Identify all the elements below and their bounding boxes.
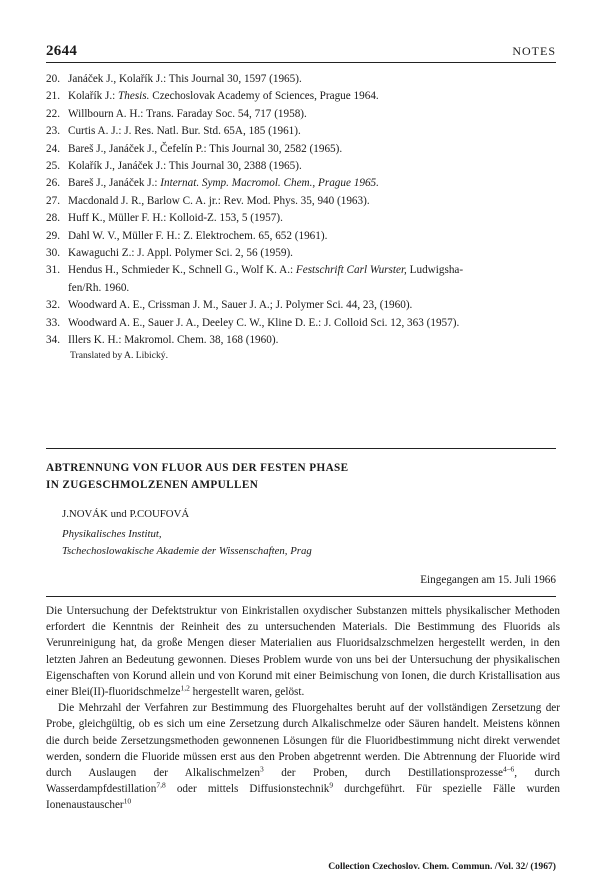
reference-item: 21. Kolařík J.: Thesis. Czechoslovak Academy of Sciences, Prague 1964. bbox=[46, 90, 379, 103]
section-label: NOTES bbox=[512, 44, 556, 58]
page-number: 2644 bbox=[46, 43, 78, 59]
reference-item: 22. Willbourn A. H.: Trans. Faraday Soc. 54, 717 (1958). bbox=[46, 107, 307, 120]
reference-item: 32. Woodward A. E., Crissman J. M., Sauer J. A.; J. Polymer Sci. 44, 23, (1960). bbox=[46, 299, 413, 312]
journal-footer: Collection Czechoslov. Chem. Commun. /Vol. 32/ (1967) bbox=[328, 861, 556, 872]
body-paragraph: Die Untersuchung der Defektstruktur von Einkristallen oxydischer Substanzen mittels physikalischer Methoden erfordert die Kenntnis der Reinheit des zu untersuchenden Materials. Die Bestimmung des Fluorids als Verunreinigung hat, da große Mengen dieser Materialien aus Fluoridsalzschmelzen hergestellt werden, in den letzten Jahren an Bedeutung gewonnen. Dieses Problem wurde von uns bei der Untersuchung der physikalischen Eigenschaften von Korund allein und von Korund mit einer Beimischung von Ionen, die durch Kristallisation aus einer Blei(II)-fluoridschmelze$^{1,2}$ hergestellt waren, gelöst. bbox=[46, 605, 560, 699]
reference-item: 20. Janáček J., Kolařík J.: This Journal 30, 1597 (1965). bbox=[46, 73, 302, 85]
abstract-rule bbox=[46, 596, 556, 597]
received-date: Eingegangen am 15. Juli 1966 bbox=[420, 574, 556, 586]
reference-item: 23. Curtis A. J.: J. Res. Natl. Bur. Std. 65A, 185 (1961). bbox=[46, 125, 301, 138]
reference-item: 34. Illers K. H.: Makromol. Chem. 38, 168 (1960). bbox=[46, 334, 279, 347]
reference-item: 33. Woodward A. E., Sauer J. A., Deeley C. W., Kline D. E.: J. Colloid Sci. 12, 363 (1957). bbox=[46, 316, 460, 329]
reference-item: 26. Bareš J., Janáček J.: Internat. Symp. Macromol. Chem., Prague 1965. bbox=[46, 177, 379, 190]
reference-item: 29. Dahl W. V., Müller F. H.: Z. Elektrochem. 65, 652 (1961). bbox=[46, 229, 328, 242]
header-rule bbox=[46, 62, 556, 63]
body-paragraph: Die Mehrzahl der Verfahren zur Bestimmung des Fluorgehaltes beruht auf der vollständigen Zersetzung der Probe, gleichgültig, ob es sich um eine Zersetzung durch Alkalischmelze oder Säuren handelt. Meistens können die durch beide Zersetzungsmethoden gewonnenen Lösungen für die Fluoridbestimmung nicht direkt verwendet werden, sondern die Fluoride müssen erst aus den Proben abgetrennt werden. Die Abtrennung der Fluoride wird durch Auslaugen der Alkalischmelzen$^3$ der Proben, durch Destillationsprozesse$^{4-6}$, durch Wasserdampfdestillation$^{7,8}$ oder mittels Diffusionstechnik$^9$ durchgeführt. Für spezielle Fälle wurden Ionenaustauscher$^{10}$ bbox=[46, 702, 560, 812]
reference-item: 30. Kawaguchi Z.: J. Appl. Polymer Sci. 2, 56 (1959). bbox=[46, 247, 293, 260]
translator-note: Translated by A. Libický. bbox=[70, 350, 168, 361]
author-affiliation: Physikalisches Institut, Tschechoslowakische Akademie der Wissenschaften, Prag bbox=[62, 528, 312, 557]
article-title: ABTRENNUNG VON FLUOR AUS DER FESTEN PHASE IN ZUGESCHMOLZENEN AMPULLEN bbox=[46, 462, 349, 491]
article-body bbox=[46, 603, 560, 814]
article-authors: J.NOVÁK und P.COUFOVÁ bbox=[62, 508, 190, 520]
reference-item: 25. Kolařík J., Janáček J.: This Journal 30, 2388 (1965). bbox=[46, 160, 302, 173]
reference-item: 31. Hendus H., Schmieder K., Schnell G., Wolf K. A.: Festschrift Carl Wurster, Ludwigsha- fen/Rh. 1960. bbox=[46, 264, 464, 294]
article-separator-rule bbox=[46, 448, 556, 449]
reference-item: 24. Bareš J., Janáček J., Čefelín P.: This Journal 30, 2582 (1965). bbox=[46, 142, 343, 155]
reference-item: 27. Macdonald J. R., Barlow C. A. jr.: Rev. Mod. Phys. 35, 940 (1963). bbox=[46, 194, 370, 207]
reference-list bbox=[46, 71, 560, 350]
reference-item: 28. Huff K., Müller F. H.: Kolloid-Z. 153, 5 (1957). bbox=[46, 212, 283, 225]
